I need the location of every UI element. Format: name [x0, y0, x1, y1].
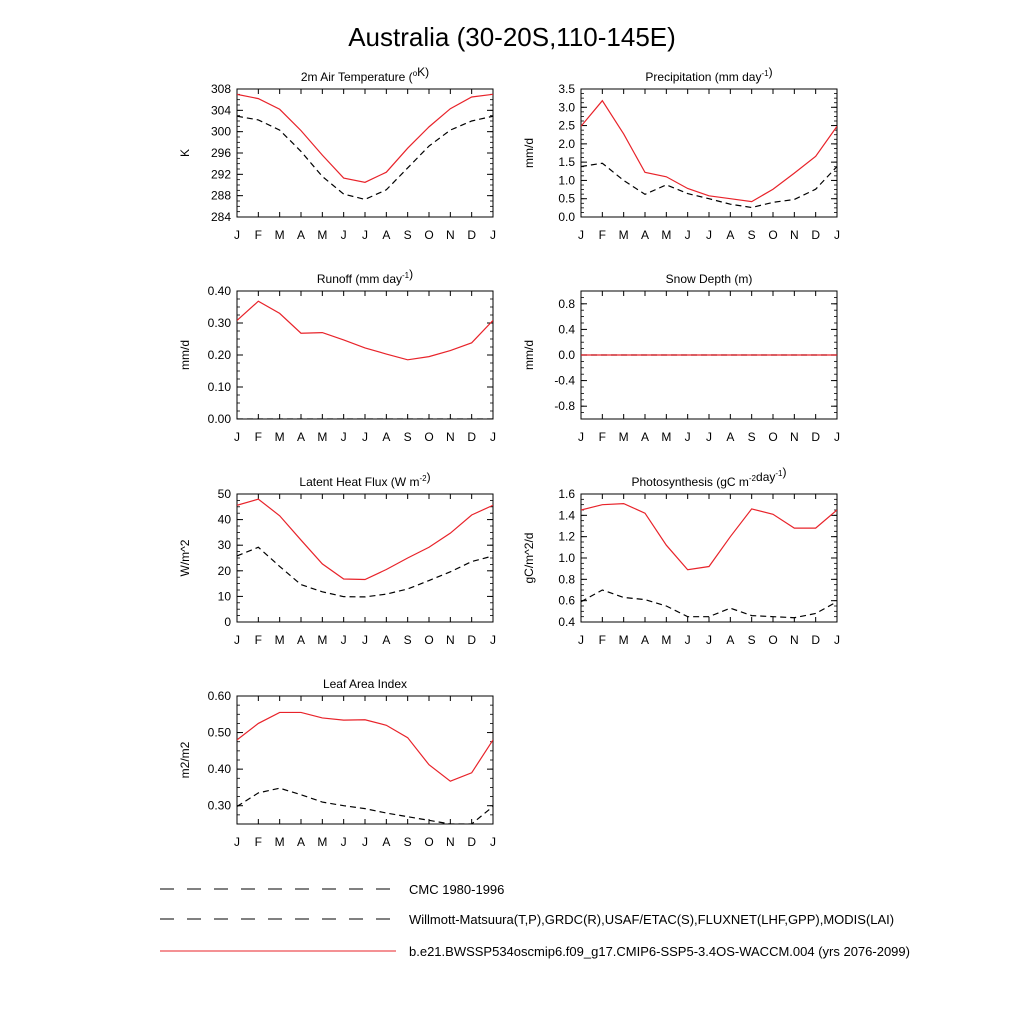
x-tick-label: J — [578, 633, 584, 647]
series-line-solid — [581, 101, 837, 202]
x-tick-label: J — [834, 228, 840, 242]
plot-frame — [237, 494, 493, 622]
y-tick-label: 2.5 — [558, 118, 575, 133]
y-tick-label: 0.0 — [558, 348, 575, 362]
x-tick-label: M — [317, 835, 328, 849]
panel-title: Precipitation (mm day$^{-1}$) — [645, 65, 773, 84]
x-tick-label: D — [811, 228, 821, 242]
series-line-solid — [581, 504, 837, 570]
x-tick-label: S — [747, 633, 756, 647]
series-line-dashed — [237, 116, 493, 199]
x-tick-label: M — [618, 430, 629, 444]
x-tick-label: J — [234, 633, 240, 647]
x-tick-label: J — [490, 633, 496, 647]
panel-title: Snow Depth (m) — [665, 272, 753, 286]
y-tick-label: 288 — [210, 188, 231, 203]
chart-panel-2 — [522, 65, 840, 242]
x-tick-label: M — [661, 430, 672, 444]
y-tick-label: 0.60 — [207, 689, 231, 703]
legend-label: CMC 1980-1996 — [409, 882, 505, 897]
y-tick-label: 0.0 — [558, 210, 575, 224]
y-tick-label: 292 — [210, 167, 231, 182]
x-tick-label: M — [274, 633, 285, 647]
panel-title: Latent Heat Flux (W $m^{-2}$) — [299, 470, 431, 489]
x-tick-label: J — [234, 430, 240, 444]
y-tick-label: 50 — [217, 487, 231, 501]
figure-title: Australia (30-20S,110-145E) — [348, 22, 676, 52]
y-tick-label: 0.10 — [207, 380, 231, 394]
y-tick-label: 0.50 — [207, 725, 231, 740]
legend-item-1 — [160, 882, 504, 897]
x-tick-label: A — [382, 430, 391, 444]
x-tick-label: N — [445, 633, 455, 647]
x-tick-label: M — [317, 228, 328, 242]
x-tick-label: F — [254, 228, 263, 242]
x-tick-label: J — [340, 430, 347, 444]
legend-item-3 — [160, 944, 910, 959]
x-tick-label: O — [768, 430, 778, 444]
x-tick-label: A — [296, 430, 306, 444]
y-tick-label: 0.4 — [558, 322, 575, 337]
series-line-solid — [237, 301, 493, 360]
x-tick-label: M — [661, 633, 672, 647]
x-tick-label: O — [424, 228, 434, 242]
y-tick-label: 0.40 — [207, 284, 231, 298]
x-tick-label: A — [640, 228, 650, 242]
x-tick-label: J — [684, 633, 691, 647]
y-tick-label: 20 — [217, 563, 231, 578]
panel-title: 2m Air Temperature ($^o$K) — [300, 65, 430, 84]
chart-panel-6 — [522, 465, 840, 647]
y-tick-label: 0.00 — [207, 412, 231, 426]
x-tick-label: A — [640, 633, 650, 647]
x-tick-label: J — [234, 228, 240, 242]
x-tick-label: N — [445, 228, 455, 242]
series-line-dashed — [237, 788, 493, 824]
y-tick-label: 1.0 — [558, 551, 575, 565]
legend — [160, 882, 910, 959]
panel-title: Leaf Area Index — [322, 677, 408, 691]
x-tick-label: J — [490, 835, 496, 849]
x-tick-label: O — [424, 835, 434, 849]
x-tick-label: N — [789, 430, 799, 444]
y-tick-label: 0.30 — [207, 316, 231, 330]
x-tick-label: F — [254, 835, 263, 849]
x-tick-label: S — [403, 835, 412, 849]
x-tick-label: J — [340, 835, 347, 849]
x-tick-label: A — [640, 430, 650, 444]
x-tick-label: J — [684, 430, 691, 444]
y-tick-label: 0.8 — [558, 296, 575, 311]
y-tick-label: 1.5 — [558, 155, 575, 170]
x-tick-label: A — [726, 228, 735, 242]
y-tick-label: 1.4 — [558, 508, 575, 523]
x-tick-label: M — [317, 633, 328, 647]
y-tick-label: 308 — [210, 82, 231, 96]
x-tick-label: F — [254, 430, 263, 444]
y-axis-label: mm/d — [522, 138, 536, 168]
x-tick-label: A — [726, 633, 735, 647]
y-tick-label: 0.40 — [207, 762, 231, 777]
x-tick-label: J — [706, 228, 712, 242]
x-tick-label: D — [811, 633, 821, 647]
x-tick-label: M — [274, 228, 285, 242]
x-tick-label: M — [274, 835, 285, 849]
y-axis-label: gC/m^2/d — [522, 532, 536, 584]
x-tick-label: D — [467, 835, 477, 849]
y-tick-label: 30 — [217, 538, 231, 553]
chart-panel-7 — [178, 677, 496, 849]
y-axis-label: mm/d — [178, 340, 192, 370]
y-tick-label: 10 — [217, 589, 231, 604]
x-tick-label: J — [706, 430, 712, 444]
chart-panel-5 — [178, 470, 496, 647]
x-tick-label: J — [362, 835, 368, 849]
series-line-dashed — [237, 547, 493, 597]
x-tick-label: J — [362, 228, 368, 242]
x-tick-label: J — [490, 430, 496, 444]
y-axis-label: m2/m2 — [178, 741, 192, 779]
y-tick-label: 0 — [224, 615, 231, 629]
series-line-solid — [237, 94, 493, 182]
x-tick-label: A — [382, 633, 391, 647]
y-tick-label: 296 — [210, 146, 231, 160]
x-tick-label: N — [789, 633, 799, 647]
x-tick-label: D — [467, 633, 477, 647]
x-tick-label: D — [467, 430, 477, 444]
plot-frame — [581, 494, 837, 622]
y-tick-label: 0.5 — [558, 191, 575, 206]
y-tick-label: 284 — [210, 210, 231, 224]
series-line-dashed — [581, 590, 837, 618]
y-tick-label: 1.6 — [558, 487, 575, 501]
x-tick-label: N — [445, 430, 455, 444]
x-tick-label: J — [578, 228, 584, 242]
plot-frame — [237, 89, 493, 217]
y-tick-label: 304 — [210, 103, 231, 118]
plot-frame — [237, 291, 493, 419]
y-tick-label: -0.4 — [554, 373, 575, 388]
legend-label: Willmott-Matsuura(T,P),GRDC(R),USAF/ETAC(S),FLUXNET(LHF,GPP),MODIS(LAI) — [409, 912, 895, 927]
panels — [178, 65, 840, 849]
y-axis-label: mm/d — [522, 340, 536, 370]
x-tick-label: J — [340, 228, 347, 242]
x-tick-label: M — [618, 633, 629, 647]
x-tick-label: D — [811, 430, 821, 444]
legend-item-2 — [160, 912, 894, 927]
x-tick-label: J — [362, 430, 368, 444]
y-tick-label: 300 — [210, 124, 231, 139]
y-tick-label: 3.0 — [558, 100, 575, 115]
y-axis-label: W/m^2 — [178, 539, 192, 577]
y-tick-label: 40 — [217, 512, 231, 527]
x-tick-label: A — [296, 633, 306, 647]
chart-panel-3 — [178, 267, 496, 444]
x-tick-label: F — [598, 633, 607, 647]
x-tick-label: J — [362, 633, 368, 647]
x-tick-label: F — [254, 633, 263, 647]
y-tick-label: 0.6 — [558, 593, 575, 608]
y-tick-label: -0.8 — [554, 399, 575, 414]
y-tick-label: 3.5 — [558, 82, 575, 96]
x-tick-label: J — [490, 228, 496, 242]
x-tick-label: F — [598, 228, 607, 242]
x-tick-label: O — [768, 228, 778, 242]
panel-title: Photosynthesis (gC $m^{-2}day^{-1}$) — [631, 465, 787, 489]
x-tick-label: J — [834, 430, 840, 444]
x-tick-label: J — [684, 228, 691, 242]
x-tick-label: A — [382, 835, 391, 849]
x-tick-label: N — [789, 228, 799, 242]
x-tick-label: A — [382, 228, 391, 242]
x-tick-label: F — [598, 430, 607, 444]
x-tick-label: J — [340, 633, 347, 647]
y-tick-label: 1.2 — [558, 529, 575, 544]
panel-title: Runoff (mm day$^{-1}$) — [316, 267, 414, 286]
x-tick-label: J — [834, 633, 840, 647]
x-tick-label: O — [424, 430, 434, 444]
x-tick-label: S — [747, 430, 756, 444]
chart-panel-1 — [178, 65, 496, 242]
y-tick-label: 0.4 — [558, 615, 575, 629]
x-tick-label: A — [296, 835, 306, 849]
x-tick-label: M — [317, 430, 328, 444]
x-tick-label: M — [618, 228, 629, 242]
x-tick-label: S — [403, 228, 412, 242]
x-tick-label: J — [234, 835, 240, 849]
x-tick-label: O — [424, 633, 434, 647]
x-tick-label: O — [768, 633, 778, 647]
legend-label: b.e21.BWSSP534oscmip6.f09_g17.CMIP6-SSP5-3.4OS-WACCM.004 (yrs 2076-2099) — [409, 944, 910, 959]
x-tick-label: J — [706, 633, 712, 647]
chart-panel-4 — [522, 272, 840, 444]
y-tick-label: 0.8 — [558, 572, 575, 587]
y-axis-label: K — [178, 148, 192, 158]
x-tick-label: A — [296, 228, 306, 242]
x-tick-label: D — [467, 228, 477, 242]
series-line-solid — [237, 499, 493, 579]
x-tick-label: M — [274, 430, 285, 444]
x-tick-label: S — [403, 430, 412, 444]
x-tick-label: N — [445, 835, 455, 849]
x-tick-label: J — [578, 430, 584, 444]
y-tick-label: 0.20 — [207, 348, 231, 362]
x-tick-label: M — [661, 228, 672, 242]
x-tick-label: S — [403, 633, 412, 647]
y-tick-label: 1.0 — [558, 173, 575, 188]
y-tick-label: 2.0 — [558, 136, 575, 151]
series-line-solid — [237, 712, 493, 781]
x-tick-label: S — [747, 228, 756, 242]
y-tick-label: 0.30 — [207, 798, 231, 813]
x-tick-label: A — [726, 430, 735, 444]
